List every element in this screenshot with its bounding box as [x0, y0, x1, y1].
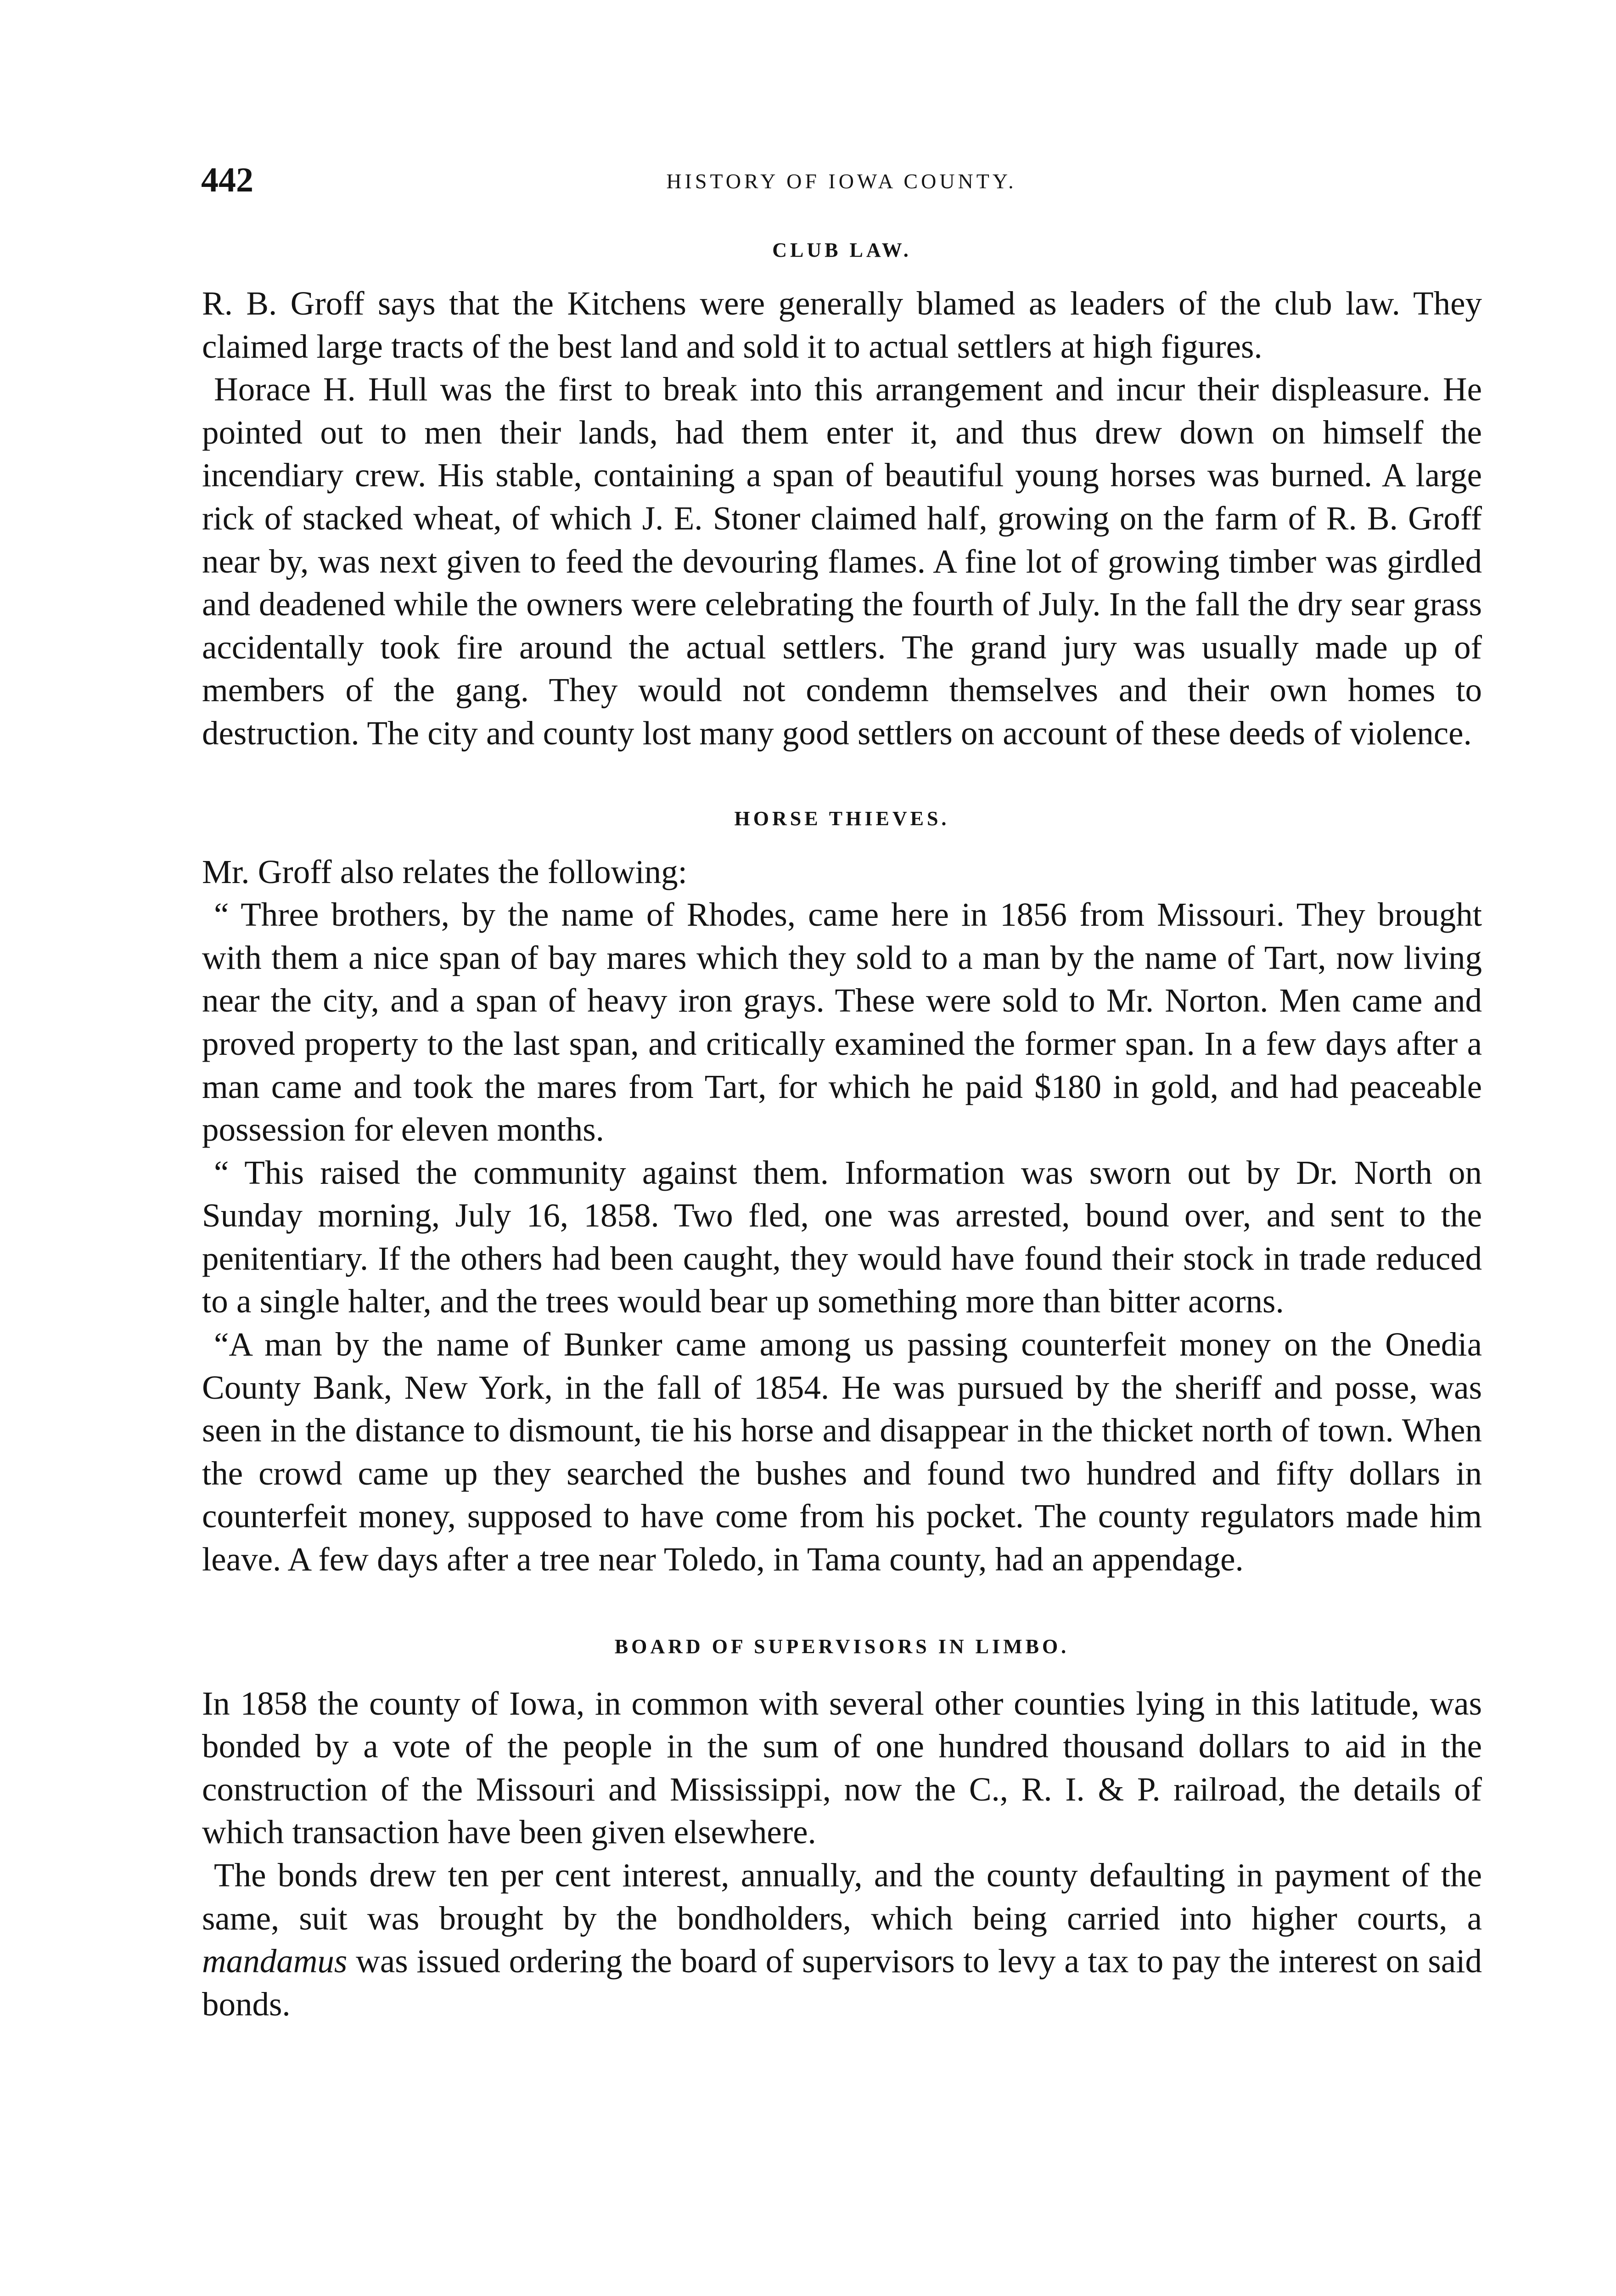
running-title: HISTORY OF IOWA COUNTY. — [666, 169, 1017, 193]
paragraph: “ This raised the community against them. Information was sworn out by Dr. North on Sunday morning, July 16, 1858. Two fled, one was arrested, bound over, and sent to the penitentiary. If the others had been caught, they would have found their stock in trade reduced to a single halter, and the trees would bear up something more than bitter acorns. — [202, 1154, 1482, 1320]
section-heading-board-of-supervisors: BOARD OF SUPERVISORS IN LIMBO. — [614, 1635, 1070, 1658]
running-head — [201, 162, 1482, 198]
section-heading-horse-thieves: HORSE THIEVES. — [734, 807, 950, 830]
italic-term: mandamus — [202, 1942, 348, 1980]
paragraph: “ Three brothers, by the name of Rhodes, came here in 1856 from Missouri. They brought with them a nice span of bay mares which they sold to a man by the name of Tart, now living near the city, and a span of heavy iron grays. These were sold to Mr. Norton. Men came and proved property to the last span, and critically examined the former span. In a few days after a man came and took the mares from Tart, for which he paid $180 in gold, and had peaceable possession for eleven months. — [202, 896, 1482, 1148]
paragraph: Horace H. Hull was the first to break into this arrangement and incur their displeasure. He pointed out to men their lands, had them enter it, and thus drew down on himself the incendiary crew. His stable, containing a span of beautiful young horses was burned. A large rick of stacked wheat, of which J. E. Stoner claimed half, growing on the farm of R. B. Groff near by, was next given to feed the devouring flames. A fine lot of growing timber was girdled and deadened while the owners were celebrating the fourth of July. In the fall the dry sear grass accidentally took fire around the actual settlers. The grand jury was usually made up of members of the gang. They would not condemn themselves and their own homes to destruction. The city and county lost many good settlers on account of these deeds of violence. — [202, 371, 1482, 752]
paragraph: In 1858 the county of Iowa, in common with several other counties lying in this latitude, was bonded by a vote of the people in the sum of one hundred thousand dollars to aid in the construction of the Missouri and Mississippi, now the C., R. I. & P. railroad, the details of which transaction have been given elsewhere. — [202, 1684, 1482, 1851]
paragraph: The bonds drew ten per cent interest, annually, and the county defaulting in payment of the same, suit was brought by the bondholders, which being carried into higher courts, a mandamus was issued ordering the board of supervisors to levy a tax to pay the interest on said bonds. — [202, 1857, 1482, 2023]
text-column — [202, 234, 1482, 2026]
paragraph: “A man by the name of Bunker came among us passing counterfeit money on the Onedia County Bank, New York, in the fall of 1854. He was pursued by the sheriff and posse, was seen in the distance to dismount, tie his horse and disappear in the thicket north of town. When the crowd came up they searched the bushes and found two hundred and fifty dollars in counterfeit money, supposed to have come from his pocket. The county regulators made him leave. A few days after a tree near Toledo, in Tama county, had an appendage. — [202, 1326, 1482, 1578]
page-number: 442 — [201, 161, 253, 199]
section-heading-club-law: CLUB LAW. — [772, 239, 912, 261]
paragraph: Mr. Groff also relates the following: — [202, 853, 687, 890]
paragraph: R. B. Groff says that the Kitchens were generally blamed as leaders of the club law. They claimed large tracts of the best land and sold it to actual settlers at high figures. — [202, 285, 1482, 365]
